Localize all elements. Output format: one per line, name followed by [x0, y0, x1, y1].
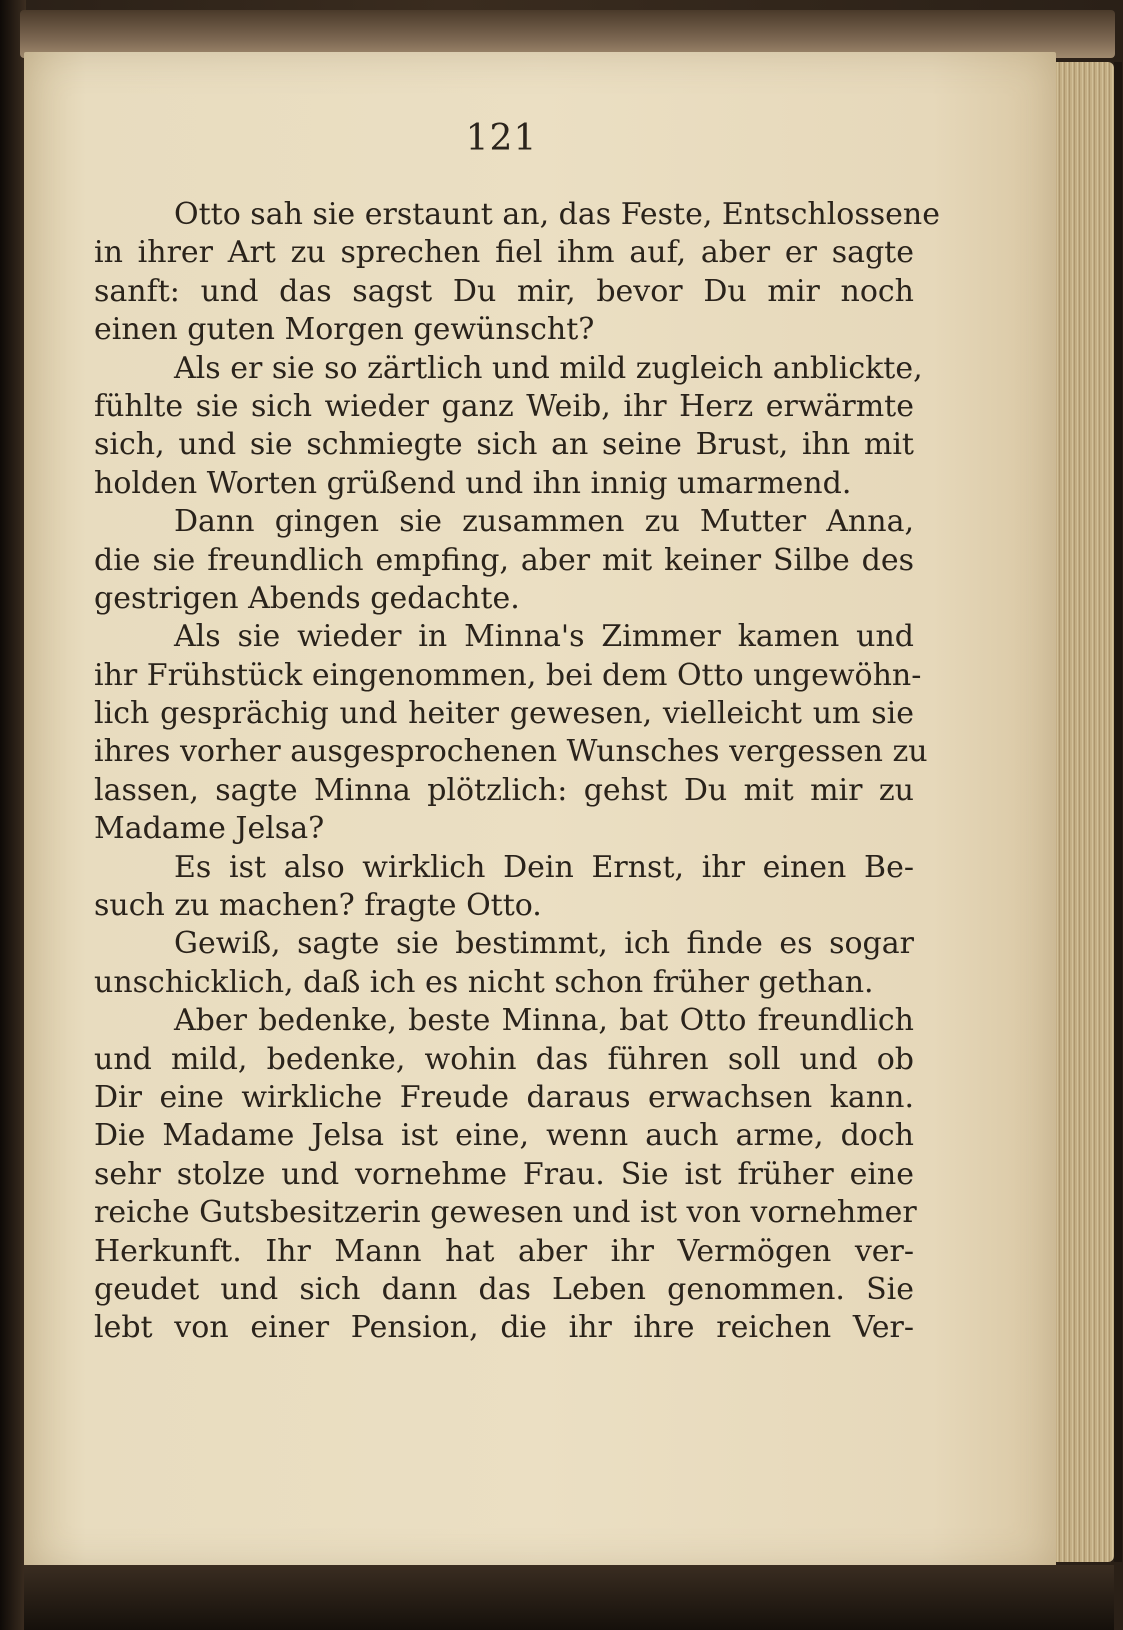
- text-line: Als er sie so zärtlich und mild zugleich anblickte,: [174, 350, 923, 386]
- page-number: 121: [465, 118, 538, 159]
- text-line: geudet und sich dann das Leben genommen. Sie: [94, 1271, 914, 1307]
- text-line: sehr stolze und vornehme Frau. Sie ist früher eine: [94, 1156, 914, 1192]
- text-line: Herkunft. Ihr Mann hat aber ihr Vermögen ver-: [94, 1233, 914, 1269]
- text-line: die sie freundlich empfing, aber mit keiner Silbe des: [94, 542, 914, 578]
- text-line: Die Madame Jelsa ist eine, wenn auch arme, doch: [94, 1118, 914, 1154]
- text-line: unschicklich, daß ich es nicht schon früher gethan.: [94, 964, 874, 1000]
- text-line: Es ist also wirklich Dein Ernst, ihr einen Be-: [174, 849, 914, 885]
- text-line: ihr Frühstück eingenommen, bei dem Otto ungewöhn-: [94, 657, 922, 693]
- text-line: Gewiß, sagte sie bestimmt, ich finde es sogar: [174, 926, 914, 962]
- text-line: Dann gingen sie zusammen zu Mutter Anna,: [174, 504, 914, 540]
- text-line: Dir eine wirkliche Freude daraus erwachsen kann.: [94, 1079, 914, 1115]
- text-line: Madame Jelsa?: [94, 811, 325, 847]
- text-line: fühlte sie sich wieder ganz Weib, ihr Herz erwärmte: [94, 388, 914, 424]
- text-line: holden Worten grüßend und ihn innig umarmend.: [94, 465, 852, 501]
- body-text: [94, 196, 940, 1348]
- text-line: such zu machen? fragte Otto.: [94, 888, 542, 924]
- text-line: ihres vorher ausgesprochenen Wunsches vergessen zu: [94, 734, 928, 770]
- text-line: lich gesprächig und heiter gewesen, vielleicht um sie: [94, 696, 914, 732]
- text-line: Als sie wieder in Minna's Zimmer kamen und: [174, 619, 914, 655]
- text-line: gestrigen Abends gedachte.: [94, 580, 520, 616]
- book-bottom-shadow: [24, 1565, 1114, 1630]
- text-line: lebt von einer Pension, die ihr ihre reichen Ver-: [94, 1310, 914, 1346]
- book-cover-top-edge: [20, 10, 1115, 58]
- text-line: in ihrer Art zu sprechen fiel ihm auf, aber er sagte: [94, 235, 914, 271]
- text-line: Aber bedenke, beste Minna, bat Otto freundlich: [174, 1003, 914, 1039]
- text-line: sanft: und das sagst Du mir, bevor Du mir noch: [94, 273, 914, 309]
- text-line: sich, und sie schmiegte sich an seine Brust, ihn mit: [94, 427, 914, 463]
- text-line: lassen, sagte Minna plötzlich: gehst Du mit mir zu: [94, 772, 914, 808]
- text-line: und mild, bedenke, wohin das führen soll und ob: [94, 1041, 914, 1077]
- book-spine: [0, 0, 26, 1630]
- text-line: Otto sah sie erstaunt an, das Feste, Entschlossene: [174, 197, 940, 232]
- text-line: reiche Gutsbesitzerin gewesen und ist von vornehmer: [94, 1195, 917, 1231]
- text-line: einen guten Morgen gewünscht?: [94, 312, 595, 348]
- page-edges: [1056, 62, 1114, 1562]
